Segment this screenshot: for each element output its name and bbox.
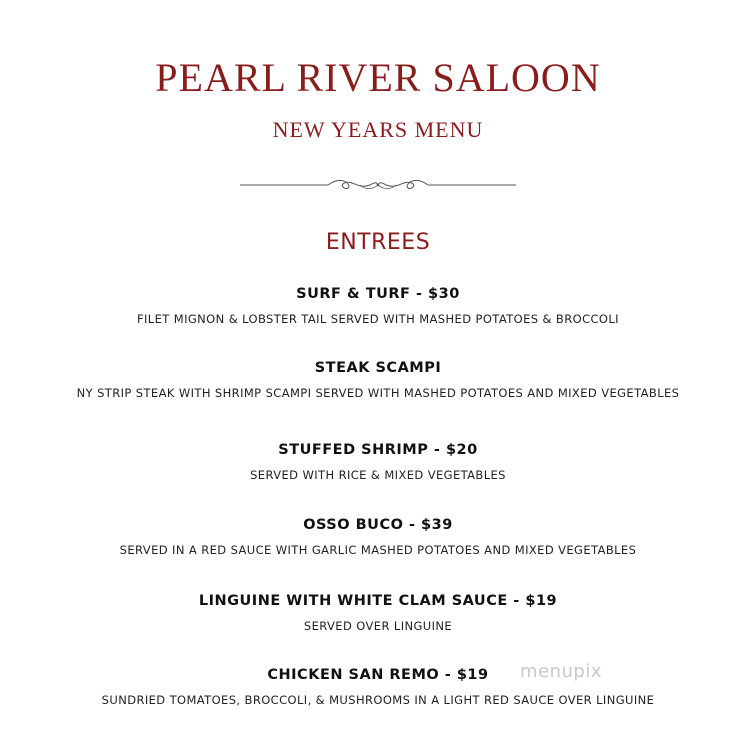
menu-item [0, 515, 756, 558]
restaurant-title: PEARL RIVER SALOON [155, 55, 601, 100]
menu-item [0, 358, 756, 401]
item-name: SURF & TURF - $30 [296, 286, 460, 302]
item-name: LINGUINE WITH WHITE CLAM SAUCE - $19 [198, 593, 558, 609]
menu-item [0, 591, 756, 634]
watermark: menupix [520, 661, 603, 682]
menu-item [0, 440, 756, 483]
ornament-divider [240, 174, 516, 196]
menu-subtitle: NEW YEARS MENU [272, 117, 484, 142]
item-name: CHICKEN SAN REMO - $19 [267, 667, 489, 683]
item-description: NY STRIP STEAK WITH SHRIMP SCAMPI SERVED WITH MASHED POTATOES AND MIXED VEGETABLES [76, 386, 680, 400]
section-title-entrees: ENTREES [325, 230, 431, 255]
item-description: SUNDRIED TOMATOES, BROCCOLI, & MUSHROOMS IN A LIGHT RED SAUCE OVER LINGUINE [101, 693, 655, 707]
menu-item [0, 284, 756, 327]
item-name: STUFFED SHRIMP - $20 [278, 442, 478, 458]
item-description: FILET MIGNON & LOBSTER TAIL SERVED WITH MASHED POTATOES & BROCCOLI [137, 312, 619, 326]
item-name: OSSO BUCO - $39 [303, 517, 453, 533]
item-name: STEAK SCAMPI [314, 360, 442, 376]
item-description: SERVED IN A RED SAUCE WITH GARLIC MASHED POTATOES AND MIXED VEGETABLES [119, 543, 637, 557]
item-description: SERVED OVER LINGUINE [303, 619, 453, 633]
item-description: SERVED WITH RICE & MIXED VEGETABLES [250, 468, 506, 482]
menu-item [0, 665, 756, 708]
